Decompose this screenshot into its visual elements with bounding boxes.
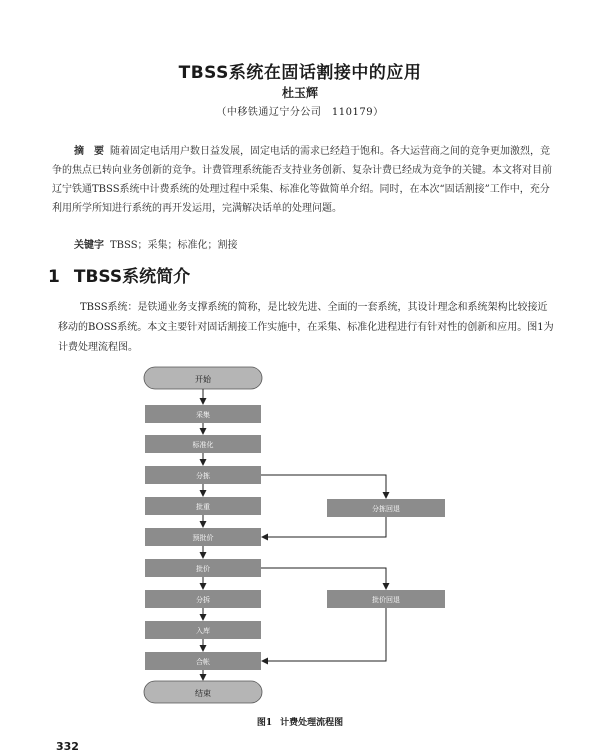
flow-start-label: 开始 [195, 375, 211, 384]
figure-number: 图1 [256, 718, 273, 728]
page-title: TBSS系统在固话割接中的应用 [178, 63, 422, 83]
abstract-text: 随着固定电话用户数日益发展，固定电话的需求已经趋于饱和。各大运营商之间的竞争更加激烈，竞争的焦点已转向业务创新的竞争。计费管理系统能否支持业务创新、复杂计费已经成为竞争的关键。本文将对目前辽宁铁通TBSS系统中计费系统的处理过程中采集、标准化等做简单介绍。同时，在本次“固话割接”工作中，充分利用所学所知进行系统的再开发运用，完满解决话单的处理问题。 [52, 146, 552, 214]
flow-step-label: 分拆 [196, 596, 210, 604]
affiliation: （中移铁通辽宁分公司 110179） [216, 107, 384, 118]
abstract-label: 摘 要 [74, 146, 104, 157]
flow-step-label: 批价 [196, 565, 210, 573]
flow-step-label: 合帐 [196, 658, 210, 666]
section-number: 1 [48, 267, 60, 287]
body-text: TBSS系统：是铁通业务支撑系统的简称，是比较先进、全面的一套系统，其设计理念和系统架构比较接近移动的BOSS系统。本文主要针对固话割接工作实施中，在采集、标准化进程进行有针对性的创新和应用。图1为计费处理流程图。 [58, 302, 554, 353]
flow-step-label: 分拣 [196, 472, 210, 480]
section-title: TBSS系统简介 [73, 267, 191, 287]
author: 杜玉辉 [281, 86, 318, 100]
flow-rollback-line [261, 568, 386, 589]
flow-rollback-line [262, 608, 386, 661]
flow-step-label: 入库 [196, 627, 210, 635]
page-number: 332 [56, 740, 79, 753]
flow-side-label: 批价回退 [372, 596, 400, 604]
flow-step-label: 采集 [196, 411, 210, 419]
flow-step-label: 标准化 [192, 441, 214, 449]
flow-side-label: 分拣回退 [372, 505, 400, 513]
keywords-label: 关键字 [74, 240, 104, 251]
flow-rollback-line [262, 517, 386, 537]
flow-end-label: 结束 [195, 689, 211, 698]
figure-caption [0, 715, 600, 728]
figure-caption-text: 计费处理流程图 [280, 718, 344, 728]
flow-steps [145, 405, 261, 680]
flow-step-label: 预批价 [192, 534, 214, 542]
flow-step-label: 批重 [196, 503, 210, 511]
flow-rollback-line [261, 475, 386, 498]
keywords-text: TBSS；采集；标准化；割接 [110, 240, 238, 251]
